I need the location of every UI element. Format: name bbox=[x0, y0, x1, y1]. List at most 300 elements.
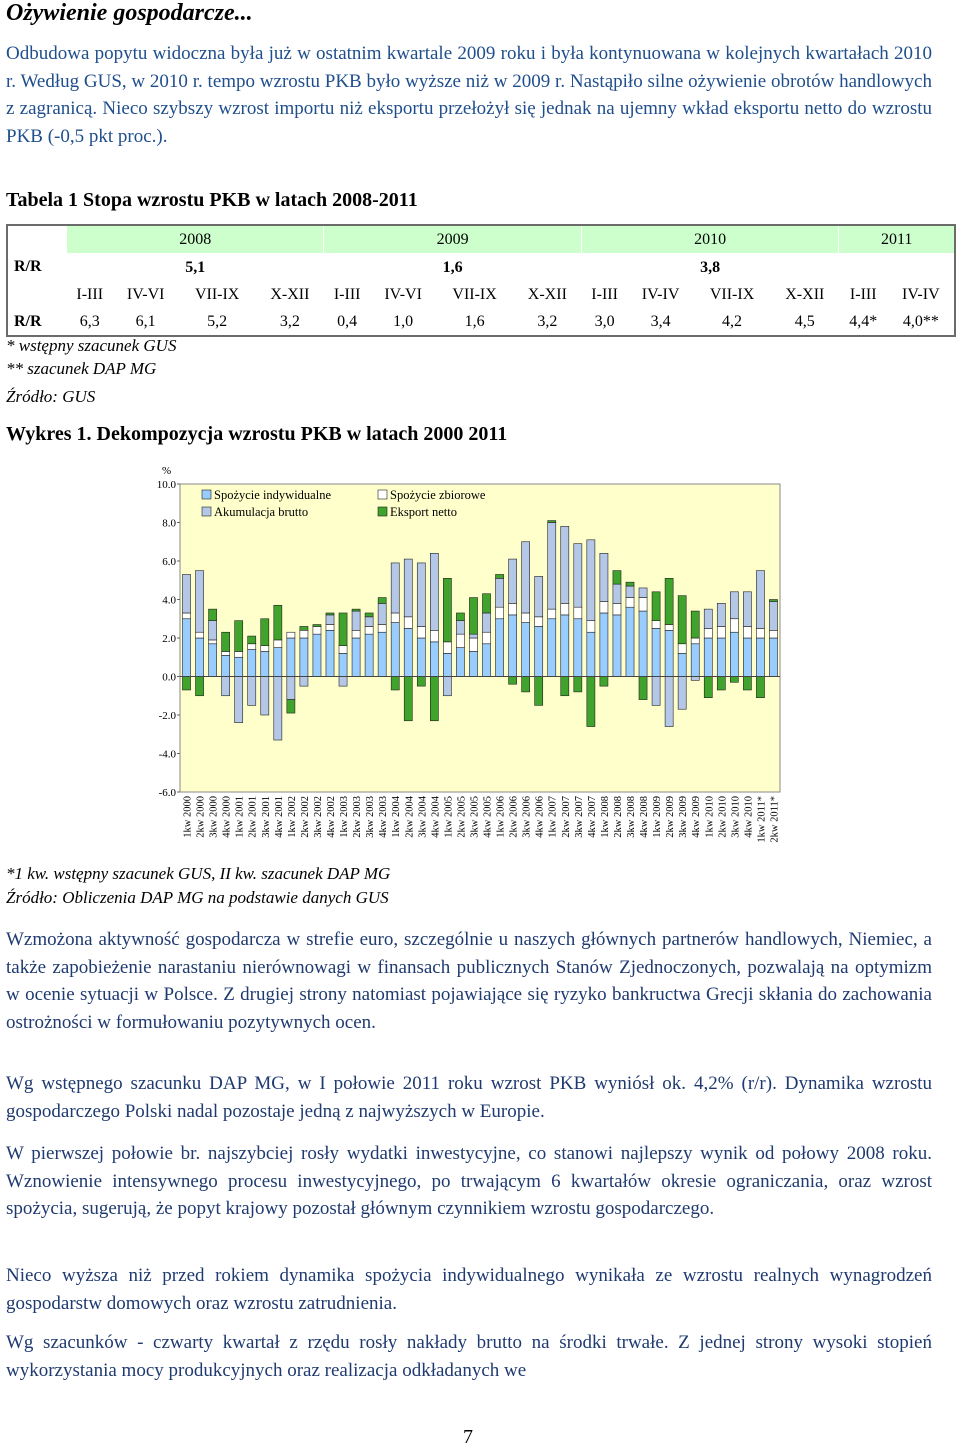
bar-segment bbox=[378, 603, 386, 624]
table-title: Tabela 1 Stopa wzrostu PKB w latach 2008-2011 bbox=[6, 189, 418, 211]
legend-label: Spożycie zbiorowe bbox=[390, 488, 486, 502]
x-tick-label: 3kw 2004 bbox=[417, 796, 429, 838]
bar-segment bbox=[261, 619, 269, 646]
bar-segment bbox=[300, 626, 308, 630]
period-cell: X-XII bbox=[270, 285, 310, 303]
bar-segment bbox=[222, 677, 230, 696]
table-note-1: * wstępny szacunek GUS bbox=[6, 336, 177, 355]
bar-segment bbox=[456, 648, 464, 677]
x-tick-label: 3kw 2002 bbox=[312, 796, 324, 838]
bar-segment bbox=[561, 677, 569, 696]
bar-segment bbox=[469, 634, 477, 638]
bar-segment bbox=[509, 559, 517, 603]
period-cell: VII-IX bbox=[194, 285, 240, 303]
quarterly-value-cell: 1,0 bbox=[393, 312, 414, 330]
paragraph-5: Wg szacunków - czwarty kwartał z rzędu rosły nakłady brutto na środki trwałe. Z jednej strony wysoki stopień wykorzystania mocy produkcyjnych oraz realizacja odkładanych we bbox=[6, 1332, 932, 1381]
bar-segment bbox=[182, 619, 190, 677]
bar-segment bbox=[678, 677, 686, 710]
x-tick-label: 3kw 2006 bbox=[521, 796, 533, 838]
quarterly-value-cell: 0,4 bbox=[337, 312, 358, 330]
bar-segment bbox=[352, 609, 360, 611]
bar-segment bbox=[391, 563, 399, 613]
bar-segment bbox=[665, 578, 673, 624]
period-cell: I-III bbox=[333, 285, 361, 303]
bar-segment bbox=[261, 646, 269, 652]
bar-segment bbox=[730, 592, 738, 619]
bar-segment bbox=[639, 598, 647, 611]
bar-segment bbox=[274, 648, 282, 677]
bar-segment bbox=[326, 625, 334, 631]
bar-segment bbox=[769, 638, 777, 677]
y-tick-label: -6.0 bbox=[158, 787, 176, 799]
bar-segment bbox=[600, 613, 608, 677]
bar-segment bbox=[482, 644, 490, 677]
bar-segment bbox=[691, 611, 699, 638]
annual-2011 bbox=[839, 254, 955, 282]
period-cell: IV-IV bbox=[902, 285, 940, 303]
bar-segment bbox=[391, 623, 399, 677]
bar-segment bbox=[287, 677, 295, 700]
bar-segment bbox=[404, 559, 412, 617]
x-tick-label: 2kw 2010 bbox=[717, 796, 729, 838]
annual-2009: 1,6 bbox=[442, 258, 463, 276]
bar-segment bbox=[352, 638, 360, 677]
bar-segment bbox=[274, 677, 282, 741]
legend-swatch bbox=[378, 507, 387, 516]
bar-segment bbox=[626, 586, 634, 598]
bar-segment bbox=[482, 613, 490, 632]
x-tick-label: 4kw 2010 bbox=[743, 796, 755, 838]
bar-segment bbox=[313, 634, 321, 676]
x-tick-label: 2kw 2001 bbox=[247, 796, 259, 838]
x-tick-label: 1kw 2010 bbox=[704, 796, 716, 838]
bar-segment bbox=[535, 617, 543, 627]
bar-segment bbox=[378, 625, 386, 633]
bar-segment bbox=[678, 653, 686, 676]
quarterly-value-cell: 3,0 bbox=[594, 312, 615, 330]
bar-segment bbox=[613, 584, 621, 603]
bar-segment bbox=[561, 603, 569, 615]
table-quarterly-row bbox=[7, 308, 955, 336]
bar-segment bbox=[496, 619, 504, 677]
bar-segment bbox=[417, 638, 425, 677]
x-tick-label: 1kw 2005 bbox=[443, 796, 455, 838]
bar-segment bbox=[717, 626, 725, 638]
bar-segment bbox=[704, 677, 712, 698]
bar-segment bbox=[469, 638, 477, 651]
x-tick-label: 2kw 2007 bbox=[560, 796, 572, 838]
quarterly-value-cell: 4,0** bbox=[902, 312, 939, 330]
unit-label: % bbox=[162, 465, 172, 477]
x-tick-label: 1kw 2004 bbox=[391, 796, 403, 838]
bar-segment bbox=[574, 677, 582, 692]
bar-segment bbox=[404, 677, 412, 721]
bar-segment bbox=[456, 613, 464, 621]
legend-label: Akumulacja brutto bbox=[214, 505, 309, 519]
x-tick-label: 4kw 2001 bbox=[273, 796, 285, 838]
bar-segment bbox=[469, 598, 477, 635]
bar-segment bbox=[574, 607, 582, 619]
y-tick-label: 2.0 bbox=[162, 633, 176, 645]
bar-segment bbox=[652, 628, 660, 676]
bar-segment bbox=[613, 615, 621, 677]
bar-segment bbox=[287, 632, 295, 638]
period-cell: VII-IX bbox=[709, 285, 755, 303]
bar-segment bbox=[769, 600, 777, 602]
bar-segment bbox=[378, 632, 386, 676]
bar-segment bbox=[287, 700, 295, 713]
x-tick-label: 1kw 2011* bbox=[756, 796, 768, 843]
bar-segment bbox=[417, 563, 425, 627]
bar-segment bbox=[443, 677, 451, 696]
bar-segment bbox=[482, 632, 490, 644]
bar-segment bbox=[522, 677, 530, 692]
bar-segment bbox=[652, 677, 660, 706]
bar-segment bbox=[196, 677, 204, 696]
year-2009: 2009 bbox=[324, 225, 581, 254]
x-tick-label: 3kw 2008 bbox=[626, 796, 637, 838]
bar-segment bbox=[352, 630, 360, 638]
legend-swatch bbox=[202, 507, 211, 516]
x-tick-label: 4kw 2000 bbox=[221, 796, 233, 838]
bar-segment bbox=[222, 655, 230, 676]
bar-segment bbox=[613, 603, 621, 615]
bar-segment bbox=[391, 613, 399, 623]
x-tick-label: 4kw 2008 bbox=[639, 796, 651, 838]
bar-segment bbox=[339, 653, 347, 676]
period-cell: X-XII bbox=[785, 285, 825, 303]
bar-segment bbox=[378, 598, 386, 604]
bar-segment bbox=[261, 677, 269, 716]
bar-segment bbox=[756, 571, 764, 629]
paragraph-3: W pierwszej połowie br. najszybciej rosły wydatki inwestycyjne, co stanowi najlepszy wynik od połowy 2008 roku. Wznowienie intensywnego procesu inwestycyjnego, po trwającym 6 kwartałów okresie ograniczania, oraz wzrost spożycia, sugerują, że popyt krajowy pozostał głównym czynnikiem wzrostu gospodarczego. bbox=[6, 1143, 932, 1219]
bar-segment bbox=[678, 644, 686, 654]
bar-segment bbox=[326, 615, 334, 625]
quarterly-value-cell: 1,6 bbox=[464, 312, 485, 330]
gdp-growth-table bbox=[6, 224, 956, 337]
legend-swatch bbox=[378, 490, 387, 499]
bar-segment bbox=[456, 634, 464, 647]
annual-2010: 3,8 bbox=[700, 258, 721, 276]
bar-segment bbox=[691, 677, 699, 681]
page-number: 7 bbox=[463, 1426, 473, 1448]
bar-segment bbox=[261, 651, 269, 676]
bar-segment bbox=[182, 677, 190, 690]
bar-segment bbox=[652, 621, 660, 629]
chart-note: *1 kw. wstępny szacunek GUS, II kw. szacunek DAP MG bbox=[6, 864, 391, 883]
x-tick-label: 1kw 2007 bbox=[547, 796, 559, 838]
quarterly-value-cell: 6,1 bbox=[135, 312, 156, 330]
bar-segment bbox=[182, 574, 190, 613]
bar-segment bbox=[509, 615, 517, 677]
bar-segment bbox=[430, 553, 438, 630]
bar-segment bbox=[209, 644, 217, 677]
bar-segment bbox=[365, 613, 373, 617]
bar-segment bbox=[248, 636, 256, 644]
bar-segment bbox=[756, 638, 764, 677]
bar-segment bbox=[769, 601, 777, 630]
bar-segment bbox=[222, 651, 230, 655]
bar-segment bbox=[665, 625, 673, 631]
bar-segment bbox=[548, 523, 556, 610]
bar-segment bbox=[665, 677, 673, 727]
y-tick-label: 4.0 bbox=[162, 594, 176, 607]
bar-segment bbox=[587, 677, 595, 727]
legend-label: Eksport netto bbox=[390, 505, 458, 519]
bar-segment bbox=[678, 596, 686, 644]
x-tick-label: 4kw 2003 bbox=[378, 796, 390, 838]
bar-segment bbox=[469, 651, 477, 676]
bar-segment bbox=[235, 657, 243, 676]
bar-segment bbox=[535, 626, 543, 676]
x-tick-label: 3kw 2005 bbox=[469, 796, 481, 838]
bar-segment bbox=[743, 638, 751, 677]
bar-segment bbox=[509, 677, 517, 685]
bar-segment bbox=[613, 571, 621, 584]
bar-segment bbox=[717, 603, 725, 626]
bar-segment bbox=[287, 638, 295, 677]
bar-segment bbox=[430, 642, 438, 677]
bar-segment bbox=[522, 613, 530, 623]
quarterly-value-cell: 3,2 bbox=[279, 312, 300, 330]
table-source: Źródło: GUS bbox=[6, 387, 96, 406]
table-period-row bbox=[7, 281, 955, 308]
bar-segment bbox=[196, 632, 204, 638]
paragraph-4: Nieco wyższa niż przed rokiem dynamika spożycia indywidualnego wynikała ze wzrostu realnych wynagrodzeń gospodarstw domowych oraz wzrostu zatrudnienia. bbox=[6, 1265, 932, 1314]
table-note-2: ** szacunek DAP MG bbox=[6, 359, 157, 378]
bar-segment bbox=[235, 621, 243, 652]
bar-segment bbox=[443, 653, 451, 676]
gdp-decomposition-chart bbox=[140, 460, 800, 870]
bar-segment bbox=[482, 594, 490, 613]
bar-segment bbox=[756, 677, 764, 698]
y-tick-label: 10.0 bbox=[156, 479, 176, 491]
bar-segment bbox=[639, 588, 647, 598]
bar-segment bbox=[209, 621, 217, 640]
x-tick-label: 4kw 2006 bbox=[534, 796, 546, 838]
bar-segment bbox=[417, 626, 425, 638]
bar-segment bbox=[730, 632, 738, 676]
bar-segment bbox=[743, 592, 751, 627]
bar-segment bbox=[300, 677, 308, 687]
bar-segment bbox=[417, 677, 425, 687]
bar-segment bbox=[522, 542, 530, 613]
x-tick-label: 4kw 2005 bbox=[482, 796, 494, 838]
bar-segment bbox=[496, 574, 504, 578]
x-tick-label: 1kw 2002 bbox=[286, 796, 298, 838]
x-tick-label: 1kw 2008 bbox=[599, 796, 611, 838]
bar-segment bbox=[235, 651, 243, 657]
x-tick-label: 2kw 2004 bbox=[404, 796, 416, 838]
bar-segment bbox=[391, 677, 399, 690]
x-tick-label: 2kw 2006 bbox=[508, 796, 520, 838]
bar-segment bbox=[600, 553, 608, 601]
bar-segment bbox=[626, 598, 634, 608]
bar-segment bbox=[326, 613, 334, 615]
bar-segment bbox=[639, 677, 647, 700]
chart-source: Źródło: Obliczenia DAP MG na podstawie danych GUS bbox=[6, 888, 389, 907]
bar-segment bbox=[300, 638, 308, 677]
y-tick-label: 8.0 bbox=[162, 517, 176, 530]
period-cell: IV-IV bbox=[641, 285, 680, 303]
bar-segment bbox=[717, 677, 725, 690]
bar-segment bbox=[300, 630, 308, 638]
period-cell: I-III bbox=[591, 285, 618, 303]
bar-segment bbox=[313, 625, 321, 627]
bar-segment bbox=[535, 677, 543, 706]
bar-segment bbox=[339, 677, 347, 687]
chart-title bbox=[6, 423, 507, 446]
table-year-row bbox=[7, 225, 955, 254]
x-tick-label: 4kw 2009 bbox=[691, 796, 703, 838]
bar-segment bbox=[235, 677, 243, 723]
bar-segment bbox=[730, 619, 738, 632]
bar-segment bbox=[496, 607, 504, 619]
bar-segment bbox=[743, 677, 751, 690]
y-tick-label: 0.0 bbox=[162, 671, 176, 684]
bar-segment bbox=[443, 578, 451, 642]
paragraph-1: Wzmożona aktywność gospodarcza w strefie euro, szczególnie u naszych głównych partnerów handlowych, Niemiec, a także zapobieżenie narastaniu nierównowagi w finansach publicznych Stanów Zjednoczonych, pozwalają na optymizm w ocenie sytuacji w Polsce. Z drugiej strony natomiast pojawiające się ryzyko bankructwa Grecji skłania do zachowania ostrożności w formułowaniu pozytywnych ocen. bbox=[6, 929, 932, 1033]
x-tick-label: 3kw 2007 bbox=[573, 796, 585, 838]
bar-segment bbox=[339, 646, 347, 654]
bar-segment bbox=[182, 613, 190, 619]
bar-segment bbox=[443, 642, 451, 654]
quarterly-row-label: R/R bbox=[14, 312, 42, 330]
x-tick-label: 1kw 2003 bbox=[339, 796, 351, 838]
x-tick-label: 3kw 2009 bbox=[678, 796, 690, 838]
bar-segment bbox=[535, 576, 543, 616]
x-tick-label: 1kw 2009 bbox=[652, 796, 664, 838]
quarterly-value-cell: 3,2 bbox=[537, 312, 558, 330]
bar-segment bbox=[691, 638, 699, 644]
bar-segment bbox=[652, 592, 660, 621]
paragraph-2: Wg wstępnego szacunku DAP MG, w I połowie 2011 roku wzrost PKB wyniósł ok. 4,2% (r/r). Dynamika wzrostu gospodarczego Polski nadal pozostaje jedną z najwyższych w Europie. bbox=[6, 1073, 932, 1122]
period-cell: VII-IX bbox=[452, 285, 497, 303]
quarterly-value-cell: 4,4* bbox=[849, 312, 878, 330]
x-tick-label: 4kw 2002 bbox=[326, 796, 337, 838]
legend-label: Spożycie indywidualne bbox=[214, 488, 331, 502]
bar-segment bbox=[626, 607, 634, 676]
period-cell: X-XII bbox=[527, 285, 567, 303]
bar-segment bbox=[665, 630, 673, 676]
year-2008: 2008 bbox=[67, 225, 324, 254]
bar-segment bbox=[404, 628, 412, 676]
bar-segment bbox=[704, 609, 712, 628]
bar-segment bbox=[196, 638, 204, 677]
bar-segment bbox=[326, 630, 334, 676]
x-tick-label: 2kw 2005 bbox=[456, 796, 468, 838]
bar-segment bbox=[730, 677, 738, 683]
bar-segment bbox=[626, 582, 634, 586]
annual-row-label: R/R bbox=[14, 258, 42, 276]
bar-segment bbox=[509, 603, 517, 615]
table-annual-row bbox=[7, 254, 955, 282]
bar-segment bbox=[248, 644, 256, 650]
chart-svg bbox=[140, 460, 800, 870]
bar-segment bbox=[600, 677, 608, 687]
bar-segment bbox=[404, 617, 412, 629]
bar-segment bbox=[743, 626, 751, 638]
bar-segment bbox=[248, 650, 256, 677]
x-tick-label: 3kw 2001 bbox=[260, 796, 272, 838]
bar-segment bbox=[587, 540, 595, 621]
period-cell: IV-VI bbox=[384, 285, 422, 303]
bar-segment bbox=[548, 619, 556, 677]
x-tick-label: 2kw 2000 bbox=[195, 796, 207, 838]
bar-segment bbox=[430, 677, 438, 721]
x-tick-label: 2kw 2003 bbox=[352, 796, 364, 838]
intro-paragraph: Odbudowa popytu widoczna była już w ostatnim kwartale 2009 roku i była kontynuowana w kolejnych kwartałach 2010 r. Według GUS, w 2010 r. tempo wzrostu PKB było wyższe niż w 2009 r. Nastąpiło silne ożywienie obrotów handlowych z zagranicą. Nieco szybszy wzrost importu niż eksportu przełożył się jednak na ujemny wkład eksportu netto do wzrostu PKB (-0,5 pkt proc.). bbox=[6, 43, 932, 147]
quarterly-value-cell: 4,2 bbox=[722, 312, 743, 330]
bar-segment bbox=[769, 630, 777, 638]
x-tick-label: 2kw 2011* bbox=[769, 796, 781, 843]
bar-segment bbox=[339, 613, 347, 646]
bar-segment bbox=[365, 626, 373, 634]
period-cell: IV-VI bbox=[126, 285, 165, 303]
quarterly-value-cell: 5,2 bbox=[207, 312, 228, 330]
bar-segment bbox=[209, 609, 217, 621]
x-tick-label: 2kw 2009 bbox=[665, 796, 677, 838]
y-tick-label: 6.0 bbox=[162, 556, 176, 568]
bar-segment bbox=[274, 640, 282, 648]
bar-segment bbox=[365, 617, 373, 627]
bar-segment bbox=[365, 634, 373, 676]
bar-segment bbox=[561, 615, 569, 677]
bar-segment bbox=[313, 626, 321, 634]
x-tick-label: 4kw 2007 bbox=[586, 796, 598, 838]
bar-segment bbox=[704, 638, 712, 677]
bar-segment bbox=[717, 638, 725, 677]
x-tick-label: 3kw 2000 bbox=[208, 796, 220, 838]
annual-2008: 5,1 bbox=[185, 258, 206, 276]
bar-segment bbox=[704, 628, 712, 638]
bar-segment bbox=[561, 526, 569, 603]
bar-segment bbox=[196, 571, 204, 633]
y-tick-label: -4.0 bbox=[158, 748, 176, 761]
bar-segment bbox=[248, 677, 256, 706]
bar-segment bbox=[548, 609, 556, 619]
x-tick-label: 3kw 2003 bbox=[365, 796, 377, 838]
bar-segment bbox=[352, 611, 360, 630]
bar-segment bbox=[639, 611, 647, 676]
bar-segment bbox=[209, 640, 217, 644]
bar-segment bbox=[522, 623, 530, 677]
year-2011: 2011 bbox=[839, 225, 955, 254]
x-tick-label: 3kw 2010 bbox=[730, 796, 742, 838]
bar-segment bbox=[548, 521, 556, 523]
quarterly-value-cell: 3,4 bbox=[650, 312, 671, 330]
quarterly-value-cell: 4,5 bbox=[794, 312, 815, 330]
period-cell: I-III bbox=[76, 285, 104, 303]
x-tick-label: 2kw 2002 bbox=[299, 796, 311, 838]
x-tick-label: 1kw 2000 bbox=[182, 796, 194, 838]
section-heading: Ożywienie gospodarcze... bbox=[6, 0, 253, 26]
chart-title-text: Wykres 1. Dekompozycja wzrostu PKB w latach 2000 2011 bbox=[6, 423, 508, 445]
x-tick-label: 2kw 2008 bbox=[612, 796, 624, 838]
bar-segment bbox=[274, 605, 282, 640]
bar-segment bbox=[587, 632, 595, 676]
bar-segment bbox=[456, 621, 464, 634]
year-2010: 2010 bbox=[581, 225, 838, 254]
x-tick-label: 1kw 2006 bbox=[495, 796, 507, 838]
x-tick-label: 4kw 2004 bbox=[430, 796, 442, 838]
bar-segment bbox=[756, 628, 764, 638]
period-cell: I-III bbox=[849, 285, 877, 303]
quarterly-value-cell: 6,3 bbox=[79, 312, 100, 330]
legend-swatch bbox=[202, 490, 211, 499]
bar-segment bbox=[574, 544, 582, 608]
y-tick-label: -2.0 bbox=[158, 710, 176, 722]
